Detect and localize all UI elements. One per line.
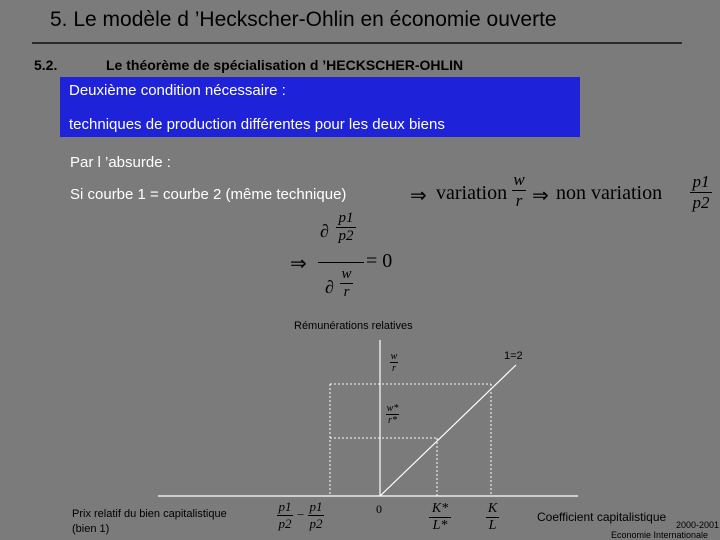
curve-label: 1=2 bbox=[504, 350, 523, 362]
curve-1-2 bbox=[380, 365, 516, 496]
r-symbol: r bbox=[515, 191, 523, 210]
minus-sign: − bbox=[297, 507, 305, 522]
w-symbol: w bbox=[513, 170, 525, 189]
non-variation-text: non variation bbox=[556, 182, 663, 204]
r-star-symbol: r* bbox=[388, 415, 397, 426]
section-number: 5.2. bbox=[34, 57, 58, 73]
footer-course: Economie Internationale bbox=[611, 530, 709, 540]
partial-symbol-bottom: ∂ bbox=[325, 277, 334, 297]
condition-line-1: Deuxième condition nécessaire : bbox=[69, 82, 286, 99]
p1-symbol: p1 bbox=[278, 499, 292, 514]
price-ratio-2 bbox=[308, 499, 324, 532]
partial-symbol-top: ∂ bbox=[320, 221, 329, 241]
slide-title: 5. Le modèle d ’Heckscher-Ohlin en économie ouverte bbox=[50, 8, 557, 31]
if-text: Si courbe 1 = courbe 2 (même technique) bbox=[70, 186, 347, 203]
axis-K-over-L-star bbox=[429, 501, 451, 534]
y-axis-label: Rémunérations relatives bbox=[294, 320, 413, 332]
r-symbol: r bbox=[343, 284, 350, 300]
axis-w-over-r bbox=[390, 351, 398, 374]
p1-symbol: p1 bbox=[309, 499, 323, 514]
implies-symbol-3: ⇒ bbox=[290, 253, 307, 275]
w-symbol: w bbox=[341, 266, 352, 282]
axis-w-over-r-star bbox=[386, 403, 399, 426]
footer-years: 2000-2001 bbox=[676, 520, 720, 530]
w-star-symbol: w* bbox=[386, 403, 399, 414]
p1-symbol: p1 bbox=[338, 210, 354, 226]
x-axis-label: Coefficient capitalistique bbox=[537, 510, 667, 524]
left-label-line-1: Prix relatif du bien capitalistique bbox=[72, 508, 227, 520]
K-star-symbol: K* bbox=[431, 501, 449, 516]
p2-symbol: p2 bbox=[278, 516, 292, 531]
p2-symbol: p2 bbox=[338, 228, 354, 244]
section-title: Le théorème de spécialisation d ’HECKSCHER-OHLIN bbox=[106, 57, 464, 73]
K-symbol: K bbox=[487, 501, 498, 516]
absurd-text: Par l ’absurde : bbox=[70, 154, 171, 171]
L-star-symbol: L* bbox=[432, 518, 448, 533]
p2-symbol: p2 bbox=[692, 193, 710, 212]
r-symbol: r bbox=[392, 363, 396, 374]
left-label-line-2: (bien 1) bbox=[72, 523, 110, 535]
variation-text: variation bbox=[436, 182, 508, 204]
implies-symbol-2: ⇒ bbox=[532, 185, 549, 207]
condition-line-2: techniques de production différentes pour les deux biens bbox=[69, 116, 445, 133]
axis-K-over-L bbox=[486, 501, 499, 534]
p2-symbol: p2 bbox=[309, 516, 323, 531]
price-ratio-1 bbox=[277, 499, 293, 532]
equals-zero: = 0 bbox=[366, 250, 393, 272]
w-symbol: w bbox=[390, 351, 398, 362]
L-symbol: L bbox=[488, 518, 497, 533]
p1-symbol: p1 bbox=[692, 172, 710, 191]
implies-symbol-1: ⇒ bbox=[410, 185, 427, 207]
origin-zero: 0 bbox=[376, 502, 382, 516]
